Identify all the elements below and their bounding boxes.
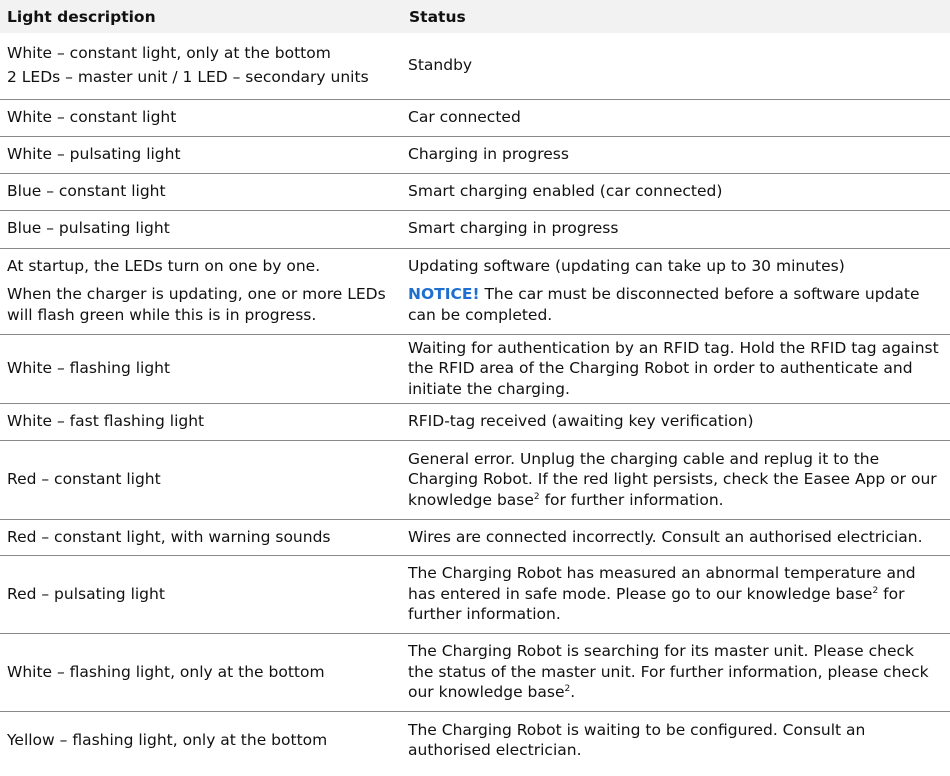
light-cell: White – fast flashing light <box>0 404 402 441</box>
light-cell: White – constant light <box>0 99 402 136</box>
header-status: Status <box>402 0 950 33</box>
status-cell: Standby <box>408 56 473 74</box>
status-cell: RFID-tag received (awaiting key verification) <box>402 404 950 441</box>
light-cell: Blue – pulsating light <box>0 210 402 248</box>
status-cell: Car connected <box>402 99 950 136</box>
status-cell: Smart charging enabled (car connected) <box>402 173 950 210</box>
table-row <box>0 441 950 520</box>
status-cell: Waiting for authentication by an RFID tag. Hold the RFID tag against the RFID area of the Charging Robot in order to authenticate and initiate the charging. <box>402 334 950 404</box>
table-row <box>0 712 950 770</box>
notice-text: The car must be disconnected before a software update can be completed. <box>408 285 920 324</box>
light-line: White – constant light, only at the bottom <box>7 43 331 62</box>
light-cell: White – flashing light <box>0 334 402 404</box>
header-light-description: Light description <box>0 0 402 33</box>
light-cell: Red – constant light, with warning sounds <box>0 520 402 556</box>
light-cell: Blue – constant light <box>0 173 402 210</box>
footnote-marker: 2 <box>533 491 540 502</box>
light-cell: Red – pulsating light <box>0 556 402 634</box>
status-cell <box>402 441 950 520</box>
footnote-marker: 2 <box>872 585 879 596</box>
table-row <box>0 99 950 136</box>
status-text-end: for further information. <box>539 490 724 509</box>
status-cell: Wires are connected incorrectly. Consult an authorised electrician. <box>402 520 950 556</box>
status-cell <box>402 634 950 712</box>
table-row <box>0 33 950 99</box>
light-cell <box>0 33 402 99</box>
status-text-end: . <box>570 683 576 702</box>
status-cell <box>402 248 950 334</box>
status-cell <box>402 556 950 634</box>
light-cell: Yellow – flashing light, only at the bottom <box>0 712 402 770</box>
footnote-marker: 2 <box>564 684 571 695</box>
table-header-row <box>0 0 950 33</box>
light-cell: Red – constant light <box>0 441 402 520</box>
status-line: Updating software (updating can take up to 30 minutes) <box>408 256 845 275</box>
status-cell: Charging in progress <box>402 136 950 173</box>
status-cell: The Charging Robot is waiting to be configured. Consult an authorised electrician. <box>402 712 950 770</box>
light-line: When the charger is updating, one or more LEDs will flash green while this is in progress. <box>7 285 386 324</box>
status-text: The Charging Robot is searching for its master unit. Please check the status of the master unit. For further information, please check our knowledge base <box>408 642 929 702</box>
table-row <box>0 334 950 404</box>
light-cell: White – pulsating light <box>0 136 402 173</box>
light-cell <box>0 248 402 334</box>
table-row <box>0 248 950 334</box>
light-cell: White – flashing light, only at the bottom <box>0 634 402 712</box>
status-text: General error. Unplug the charging cable and replug it to the Charging Robot. If the red light persists, check the Easee App or our knowledge base <box>408 449 937 509</box>
status-text-end: for further information. <box>408 584 905 624</box>
status-cell: Smart charging in progress <box>402 210 950 248</box>
notice-label: NOTICE! <box>408 285 480 304</box>
table-row <box>0 173 950 210</box>
notice-paragraph <box>408 284 943 325</box>
table-row <box>0 556 950 634</box>
table-row <box>0 136 950 173</box>
table-row <box>0 634 950 712</box>
table-row <box>0 520 950 556</box>
table-row <box>0 404 950 441</box>
light-line: 2 LEDs – master unit / 1 LED – secondary units <box>7 68 369 87</box>
light-line: At startup, the LEDs turn on one by one. <box>7 256 321 275</box>
table-row <box>0 210 950 248</box>
status-text: The Charging Robot has measured an abnormal temperature and has entered in safe mode. Please go to our knowledge base <box>408 564 916 603</box>
